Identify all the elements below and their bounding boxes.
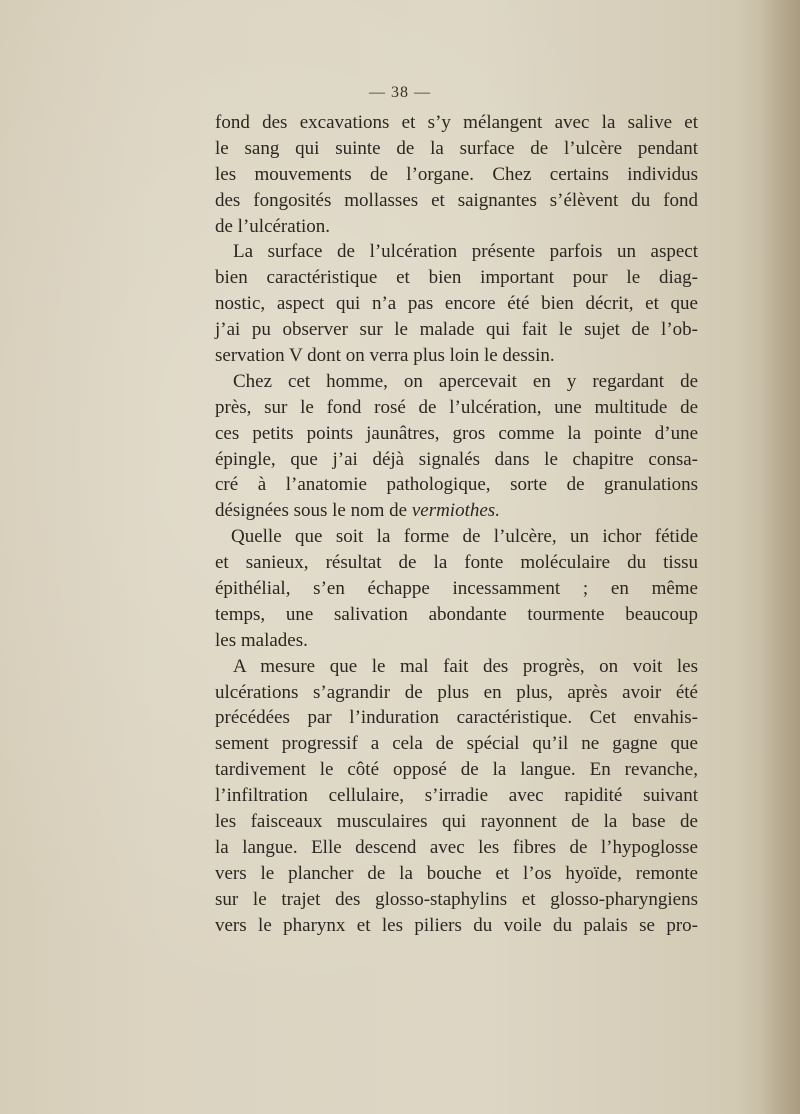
- text-line: Chez cet homme, on apercevait en y regardant de: [233, 370, 698, 392]
- text-line: j’ai pu observer sur le malade qui fait le sujet de l’ob-: [215, 319, 698, 341]
- text-fragment: désignées sous le nom de: [215, 500, 412, 522]
- text-line: cré à l’anatomie pathologique, sorte de granulations: [215, 474, 698, 496]
- text-line: La surface de l’ulcération présente parfois un aspect: [233, 241, 698, 263]
- page-edge-shadow: [760, 0, 800, 1114]
- text-line: des fongosités mollasses et saignantes s’élèvent du fond: [215, 189, 698, 211]
- text-line: servation V dont on verra plus loin le dessin.: [215, 345, 555, 367]
- text-line: épithélial, s’en échappe incessamment ; en même: [215, 578, 698, 600]
- text-line: de l’ulcération.: [215, 215, 331, 237]
- text-line: les mouvements de l’organe. Chez certains individus: [215, 163, 698, 185]
- text-line: A mesure que le mal fait des progrès, on voit les: [233, 655, 698, 677]
- text-line: les faisceaux musculaires qui rayonnent de la base de: [215, 811, 698, 833]
- text-line: sement progressif a cela de spécial qu’il ne gagne que: [215, 733, 698, 755]
- text-line: Quelle que soit la forme de l’ulcère, un ichor fétide: [231, 526, 698, 548]
- text-line: tardivement le côté opposé de la langue. En revanche,: [215, 759, 698, 781]
- text-line: vers le plancher de la bouche et l’os hyoïde, remonte: [215, 862, 698, 884]
- text-line: la langue. Elle descend avec les fibres de l’hypoglosse: [215, 836, 698, 858]
- text-line: le sang qui suinte de la surface de l’ulcère pendant: [215, 137, 698, 159]
- text-line: nostic, aspect qui n’a pas encore été bien décrit, et que: [215, 293, 698, 315]
- text-line-with-italic: [215, 498, 698, 524]
- text-line: bien caractéristique et bien important pour le diag-: [215, 267, 698, 289]
- page-number: — 38 —: [369, 84, 431, 101]
- text-line: fond des excavations et s’y mélangent avec la salive et: [215, 112, 698, 133]
- text-line: près, sur le fond rosé de l’ulcération, une multitude de: [215, 396, 698, 418]
- italic-term: vermiothes.: [411, 500, 500, 522]
- text-line: vers le pharynx et les piliers du voile du palais se pro-: [215, 914, 698, 936]
- text-line: épingle, que j’ai déjà signalés dans le chapitre consa-: [215, 448, 698, 470]
- body-text: [215, 110, 698, 939]
- text-line: précédées par l’induration caractéristique. Cet envahis-: [215, 707, 698, 729]
- text-line: ulcérations s’agrandir de plus en plus, après avoir été: [215, 681, 698, 703]
- text-line: et sanieux, résultat de la fonte moléculaire du tissu: [215, 552, 698, 574]
- text-line: sur le trajet des glosso-staphylins et glosso-pharyngiens: [215, 888, 698, 910]
- text-line: ces petits points jaunâtres, gros comme la pointe d’une: [215, 422, 698, 444]
- text-line: l’infiltration cellulaire, s’irradie avec rapidité suivant: [215, 785, 698, 807]
- text-line: temps, une salivation abondante tourmente beaucoup: [215, 603, 698, 625]
- text-line: les malades.: [215, 629, 308, 651]
